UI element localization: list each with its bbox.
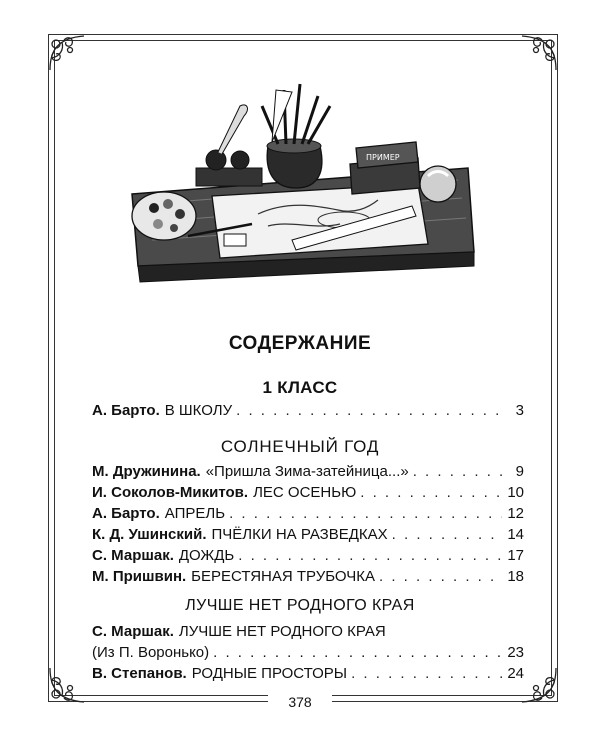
toc-work: БЕРЕСТЯНАЯ ТРУБОЧКА (191, 568, 375, 585)
book-spine-text: ПРИМЕР (366, 153, 400, 162)
toc-work: АПРЕЛЬ (164, 505, 226, 522)
toc-author: А. Барто. (92, 505, 160, 522)
toc-leader-dots (351, 665, 502, 682)
toc-work: В ШКОЛУ (164, 402, 233, 419)
desk-illustration (128, 76, 478, 290)
toc-work-continuation: (Из П. Воронько) (92, 644, 210, 661)
toc-entry[interactable] (92, 568, 524, 590)
toc-work: ЛЕС ОСЕНЬЮ (253, 484, 357, 501)
toc-work: ДОЖДЬ (178, 547, 235, 564)
toc-author: М. Дружинина. (92, 463, 201, 480)
toc-author: С. Маршак. (92, 623, 174, 640)
toc-entry[interactable] (92, 665, 524, 687)
toc-author: С. Маршак. (92, 547, 174, 564)
section-heading: 1 КЛАСС (262, 378, 338, 397)
toc-leader-dots (360, 484, 502, 501)
toc-leader-dots (236, 402, 502, 419)
toc-leader-dots (379, 568, 502, 585)
toc-work: ПЧЁЛКИ НА РАЗВЕДКАХ (211, 526, 388, 543)
toc-author: М. Пришвин. (92, 568, 187, 585)
toc-page-number: 9 (515, 463, 524, 480)
contents-title: СОДЕРЖАНИЕ (228, 333, 372, 354)
toc-entry[interactable] (92, 623, 524, 645)
toc-page-number: 23 (507, 644, 524, 661)
corner-ornament-icon (44, 662, 90, 708)
section-heading: СОЛНЕЧНЫЙ ГОД (220, 437, 380, 456)
toc-entry-continuation[interactable] (92, 644, 524, 666)
toc-leader-dots (392, 526, 502, 543)
toc-page-number: 14 (507, 526, 524, 543)
toc-entry[interactable] (92, 402, 524, 424)
toc-work: «Пришла Зима-затейница...» (205, 463, 409, 480)
toc-entry[interactable] (92, 547, 524, 569)
toc-leader-dots (213, 644, 503, 661)
toc-page-number: 17 (507, 547, 524, 564)
toc-leader-dots (229, 505, 502, 522)
toc-author: А. Барто. (92, 402, 160, 419)
toc-author: И. Соколов-Микитов. (92, 484, 249, 501)
toc-author: В. Степанов. (92, 665, 187, 682)
toc-page-number: 10 (507, 484, 524, 501)
toc-entry[interactable] (92, 505, 524, 527)
page-number: 378 (268, 692, 332, 712)
toc-entry[interactable] (92, 463, 524, 485)
toc-author: К. Д. Ушинский. (92, 526, 207, 543)
toc-leader-dots (413, 463, 502, 480)
toc-page-number: 18 (507, 568, 524, 585)
corner-ornament-icon (516, 30, 562, 76)
section-heading: ЛУЧШЕ НЕТ РОДНОГО КРАЯ (185, 597, 415, 614)
toc-entry[interactable] (92, 526, 524, 548)
toc-work: ЛУЧШЕ НЕТ РОДНОГО КРАЯ (178, 623, 386, 640)
toc-page-number: 24 (507, 665, 524, 682)
toc-page-number: 3 (515, 402, 524, 419)
toc-page-number: 12 (507, 505, 524, 522)
toc-entry[interactable] (92, 484, 524, 506)
toc-work: РОДНЫЕ ПРОСТОРЫ (191, 665, 348, 682)
corner-ornament-icon (44, 30, 90, 76)
toc-leader-dots (238, 547, 502, 564)
